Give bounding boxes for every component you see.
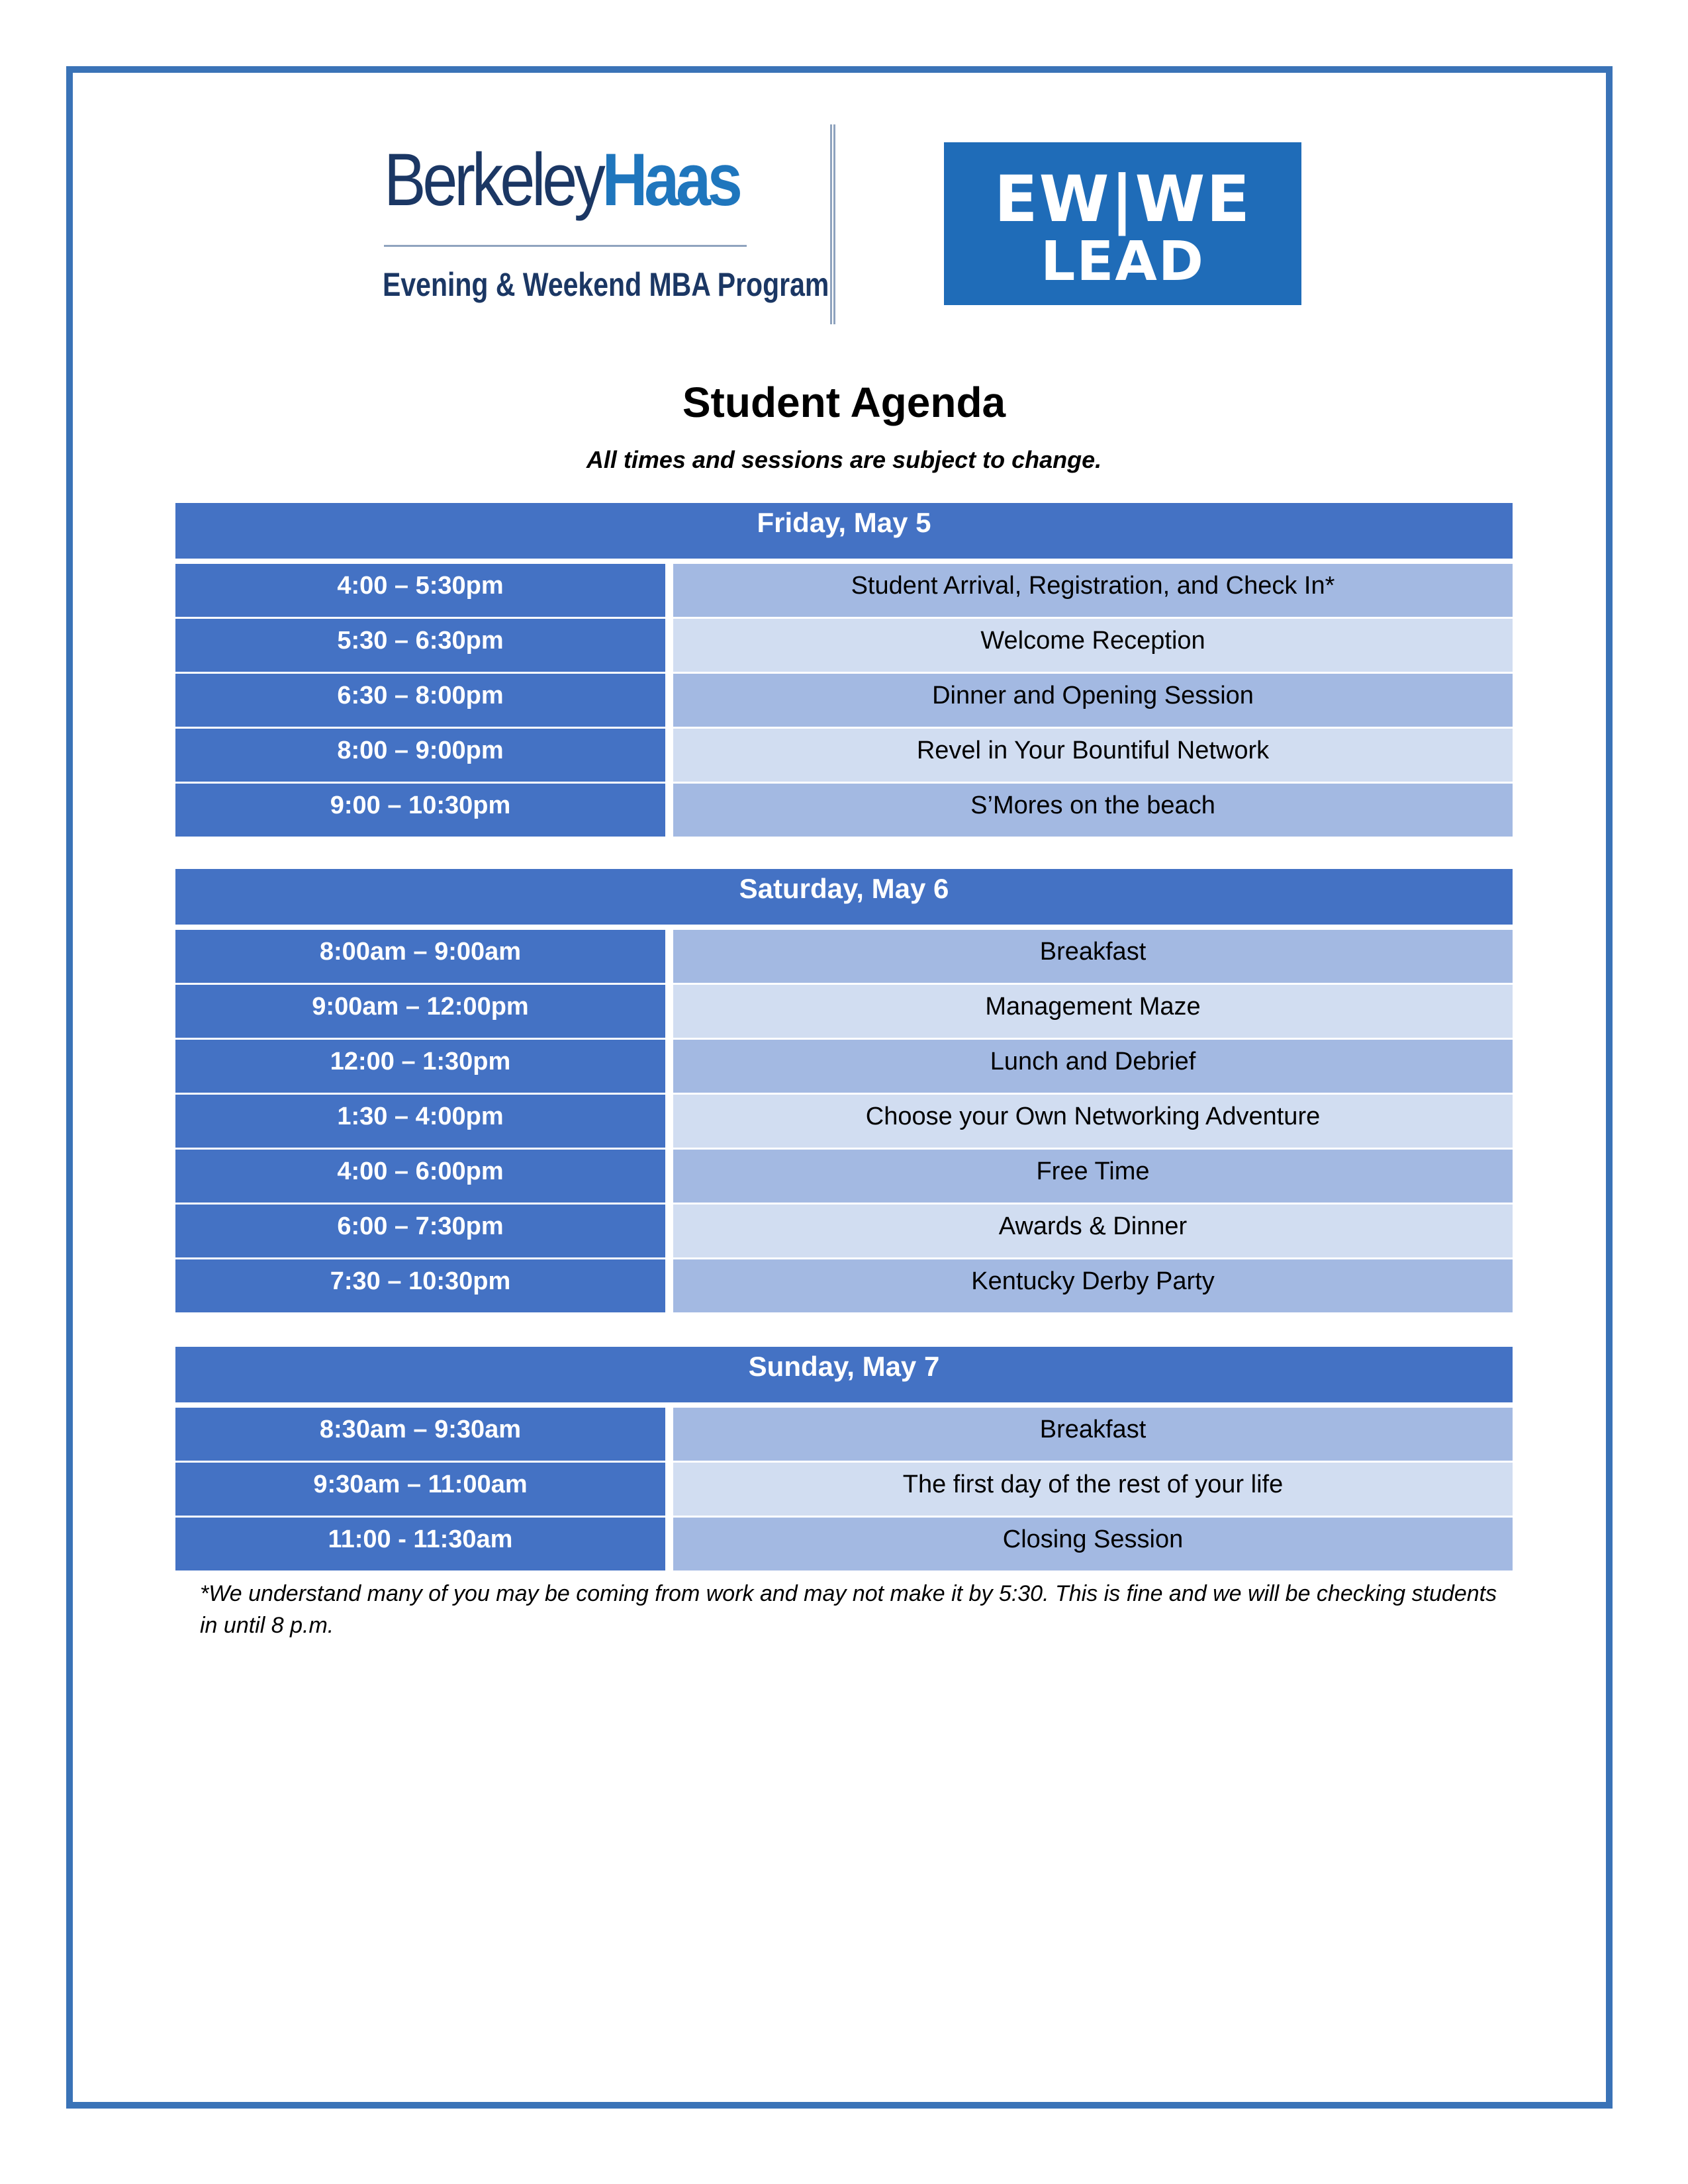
agenda-row xyxy=(175,1205,1513,1259)
day-table-saturday xyxy=(175,869,1513,1314)
time-cell: 6:30 – 8:00pm xyxy=(175,674,665,729)
agenda-row xyxy=(175,1095,1513,1150)
day-heading: Friday, May 5 xyxy=(175,503,1513,559)
event-cell: Breakfast xyxy=(673,1408,1513,1463)
time-cell: 1:30 – 4:00pm xyxy=(175,1095,665,1150)
agenda-row xyxy=(175,784,1513,839)
time-cell: 8:00 – 9:00pm xyxy=(175,729,665,784)
event-cell: Choose your Own Networking Adventure xyxy=(673,1095,1513,1150)
time-cell: 4:00 – 6:00pm xyxy=(175,1150,665,1205)
time-cell: 8:30am – 9:30am xyxy=(175,1408,665,1463)
logo-divider xyxy=(830,124,835,324)
time-cell: 8:00am – 9:00am xyxy=(175,930,665,985)
event-cell: Free Time xyxy=(673,1150,1513,1205)
event-cell: Kentucky Derby Party xyxy=(673,1259,1513,1314)
agenda-row xyxy=(175,674,1513,729)
haas-logo-subtitle: Evening & Weekend MBA Program xyxy=(383,266,829,303)
haas-logo-rule xyxy=(384,245,747,247)
time-cell: 9:30am – 11:00am xyxy=(175,1463,665,1518)
event-cell: Student Arrival, Registration, and Check In* xyxy=(673,564,1513,619)
haas-word-berkeley: Berkeley xyxy=(384,138,602,221)
agenda-row xyxy=(175,1259,1513,1314)
event-cell: Dinner and Opening Session xyxy=(673,674,1513,729)
time-cell: 11:00 - 11:30am xyxy=(175,1518,665,1572)
event-cell: Closing Session xyxy=(673,1518,1513,1572)
time-cell: 5:30 – 6:30pm xyxy=(175,619,665,674)
agenda-row xyxy=(175,930,1513,985)
event-cell: S’Mores on the beach xyxy=(673,784,1513,839)
page-subtitle: All times and sessions are subject to change. xyxy=(586,446,1102,473)
day-heading: Saturday, May 6 xyxy=(175,869,1513,925)
event-cell: Awards & Dinner xyxy=(673,1205,1513,1259)
ewwe-lead-logo xyxy=(944,142,1301,305)
day-table-sunday xyxy=(175,1347,1513,1572)
haas-wordmark xyxy=(384,140,739,220)
time-cell: 6:00 – 7:30pm xyxy=(175,1205,665,1259)
page-title: Student Agenda xyxy=(682,379,1006,426)
agenda-row xyxy=(175,729,1513,784)
event-cell: Lunch and Debrief xyxy=(673,1040,1513,1095)
ewwe-logo-line1: EW|WE xyxy=(994,162,1251,236)
time-cell: 7:30 – 10:30pm xyxy=(175,1259,665,1314)
agenda-row xyxy=(175,1040,1513,1095)
agenda-row xyxy=(175,985,1513,1040)
agenda-row xyxy=(175,1463,1513,1518)
agenda-row xyxy=(175,1518,1513,1572)
event-cell: Management Maze xyxy=(673,985,1513,1040)
event-cell: Revel in Your Bountiful Network xyxy=(673,729,1513,784)
agenda-row xyxy=(175,619,1513,674)
footnote: *We understand many of you may be coming from work and may not make it by 5:30. This is fine and we will be checking students in until 8 p.m. xyxy=(200,1581,1497,1638)
event-cell: The first day of the rest of your life xyxy=(673,1463,1513,1518)
day-heading: Sunday, May 7 xyxy=(175,1347,1513,1402)
time-cell: 9:00am – 12:00pm xyxy=(175,985,665,1040)
time-cell: 12:00 – 1:30pm xyxy=(175,1040,665,1095)
agenda-row xyxy=(175,564,1513,619)
event-cell: Breakfast xyxy=(673,930,1513,985)
time-cell: 4:00 – 5:30pm xyxy=(175,564,665,619)
agenda-row xyxy=(175,1150,1513,1205)
haas-word-haas: Haas xyxy=(602,138,739,221)
time-cell: 9:00 – 10:30pm xyxy=(175,784,665,839)
ewwe-logo-line2: LEAD xyxy=(1041,230,1205,293)
agenda-row xyxy=(175,1408,1513,1463)
event-cell: Welcome Reception xyxy=(673,619,1513,674)
day-table-friday xyxy=(175,503,1513,839)
berkeley-haas-logo xyxy=(363,132,829,318)
